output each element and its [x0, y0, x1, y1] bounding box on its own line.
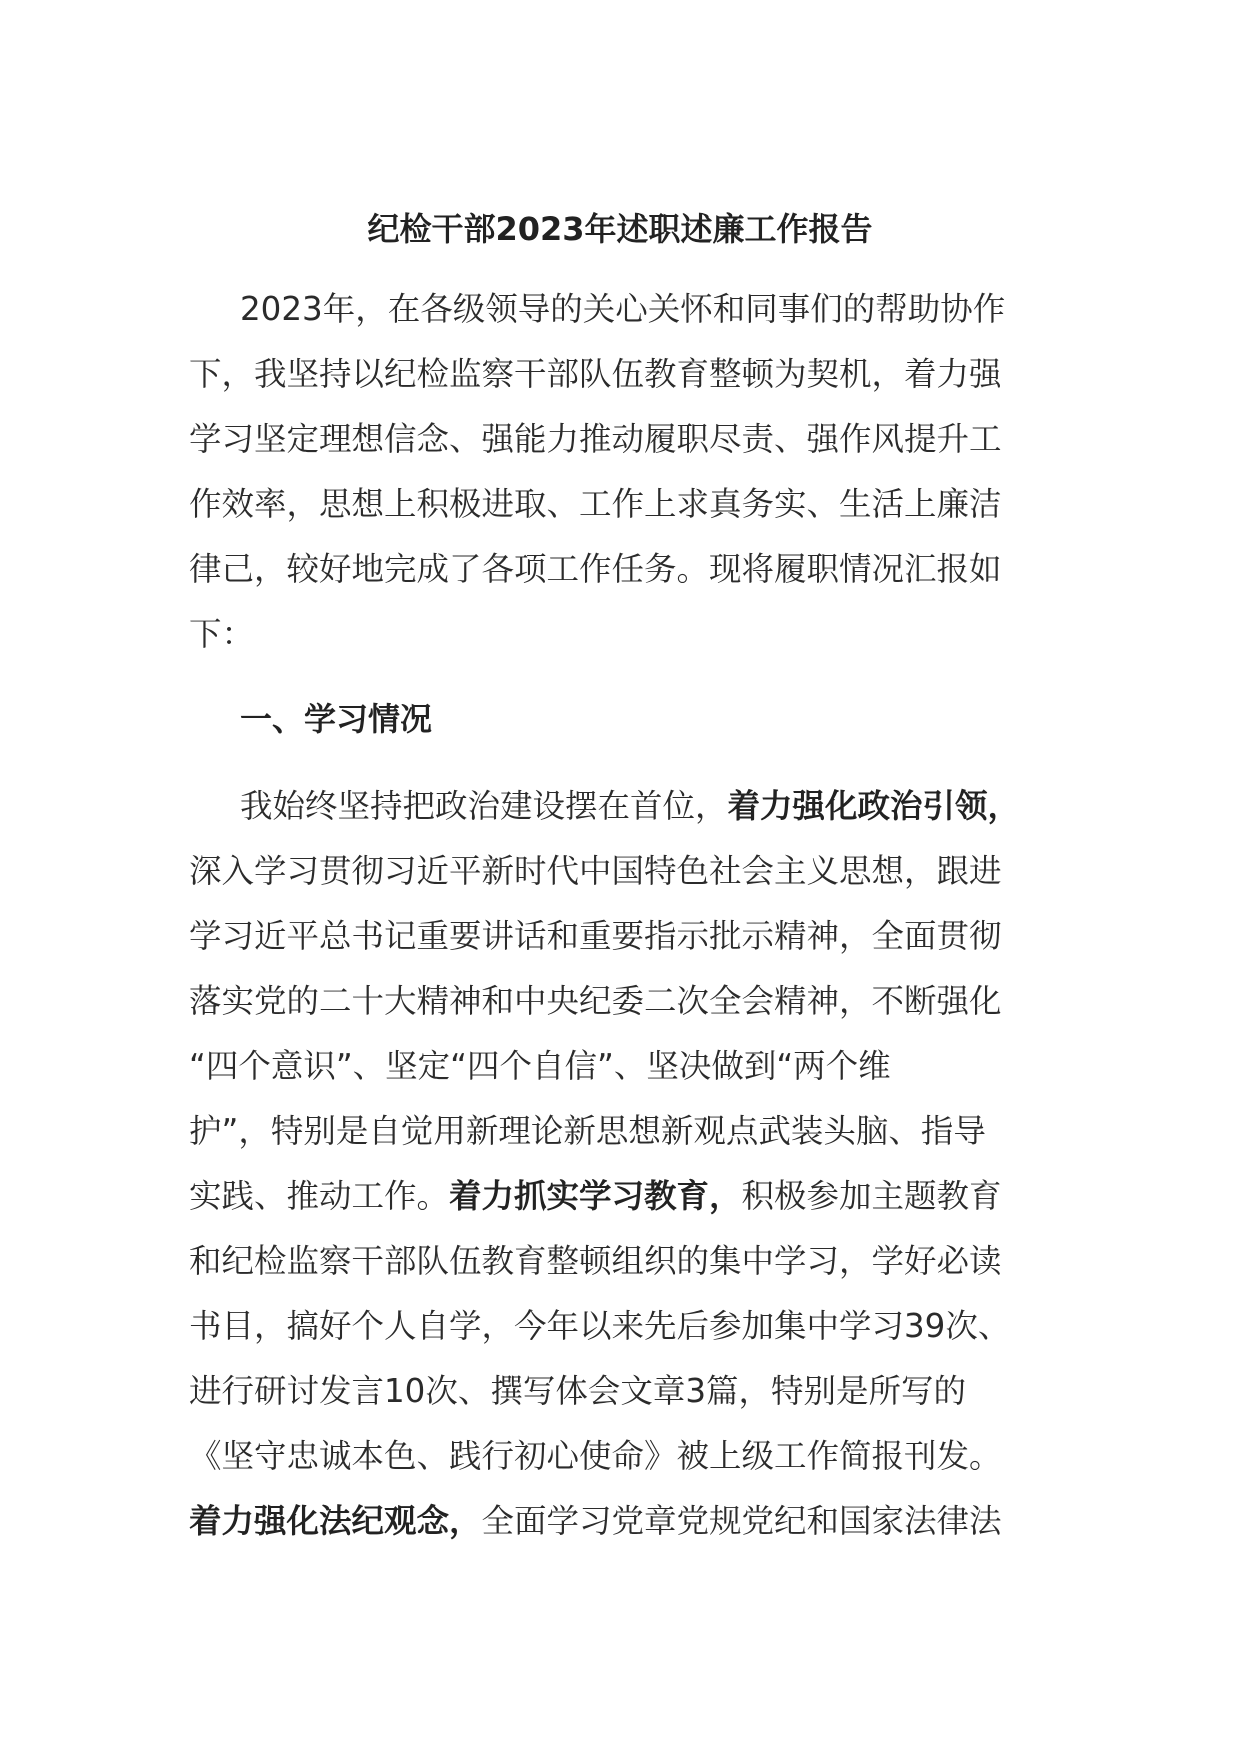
- paragraph-line: [189, 774, 1059, 839]
- text-run: 全面学习党章党规党纪和国家法律法: [481, 1502, 1002, 1540]
- text-run: 我始终坚持把政治建设摆在首位，: [240, 787, 728, 825]
- paragraph-line: 律己，较好地完成了各项工作任务。现将履职情况汇报如: [189, 550, 1002, 588]
- paragraph-line: 学习坚定理想信念、强能力推动履职尽责、强作风提升工: [189, 420, 1002, 458]
- paragraph-line: 落实党的二十大精神和中央纪委二次全会精神，不断强化: [189, 982, 1002, 1020]
- paragraph-line: “四个意识”、坚定“四个自信”、坚决做到“两个维: [189, 1047, 891, 1085]
- document-title: 纪检干部2023年述职述廉工作报告: [367, 210, 873, 248]
- bold-phrase: 着力强化法纪观念，: [189, 1502, 482, 1540]
- text-run: 实践、推动工作。: [189, 1177, 450, 1215]
- paragraph-line: 《坚守忠诚本色、践行初心使命》被上级工作简报刊发。: [189, 1437, 1002, 1475]
- paragraph-line: 进行研讨发言10次、撰写体会文章3篇，特别是所写的: [189, 1372, 967, 1410]
- study-paragraph: [189, 774, 1059, 1554]
- paragraph-line: 2023年，在各级领导的关心关怀和同事们的帮助协作: [240, 290, 1006, 328]
- paragraph-line: 书目，搞好个人自学，今年以来先后参加集中学习39次、: [189, 1307, 1011, 1345]
- bold-phrase: 着力抓实学习教育，: [449, 1177, 742, 1215]
- paragraph-line: 和纪检监察干部队伍教育整顿组织的集中学习，学好必读: [189, 1242, 1002, 1280]
- intro-paragraph: [189, 277, 1059, 667]
- paragraph-line: 下，我坚持以纪检监察干部队伍教育整顿为契机，着力强: [189, 355, 1002, 393]
- section-heading-study: 一、学习情况: [240, 700, 433, 738]
- paragraph-line: 学习近平总书记重要讲话和重要指示批示精神，全面贯彻: [189, 917, 1002, 955]
- paragraph-line: 护”，特别是自觉用新理论新思想新观点武装头脑、指导: [189, 1112, 986, 1150]
- paragraph-line: 下：: [189, 615, 255, 653]
- text-run: 积极参加主题教育: [741, 1177, 1002, 1215]
- paragraph-line: 深入学习贯彻习近平新时代中国特色社会主义思想，跟进: [189, 852, 1002, 890]
- paragraph-line: 作效率，思想上积极进取、工作上求真务实、生活上廉洁: [189, 485, 1002, 523]
- paragraph-line: [189, 1164, 1059, 1229]
- paragraph-line: [189, 1489, 1059, 1554]
- bold-phrase: 着力强化政治引领，: [727, 787, 1021, 825]
